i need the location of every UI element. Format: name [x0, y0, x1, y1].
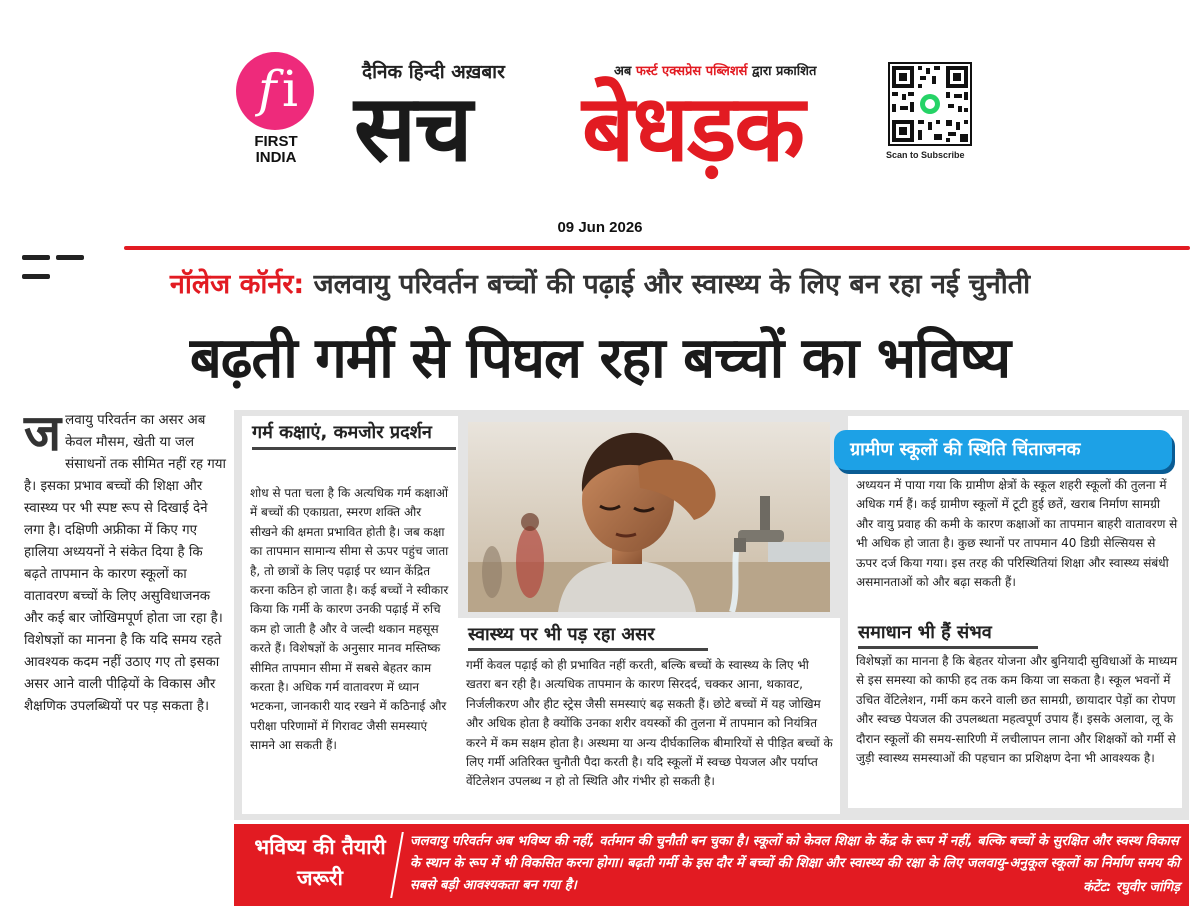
tagline-suffix: द्वारा प्रकाशित [751, 64, 817, 79]
tagline-prefix: अब [614, 64, 632, 79]
solutions-title [858, 620, 992, 646]
intro-column [24, 404, 227, 906]
first-india-logo-icon: f i [236, 52, 314, 130]
classrooms-title-rule [252, 447, 456, 450]
classrooms-title-text: गर्म कक्षाएं, कमजोर प्रदर्शन [252, 422, 432, 443]
rural-title-banner: ग्रामीण स्कूलों की स्थिति चिंताजनक [834, 430, 1172, 470]
kicker-label: नॉलेज कॉर्नर: [169, 269, 305, 300]
health-title-rule [468, 648, 708, 651]
rule-dashes [22, 245, 122, 250]
brand-name-bedhadak: बेधड़क [582, 75, 803, 182]
drop-cap: ज [24, 404, 62, 462]
tagline-publisher: फर्स्ट एक्सप्रेस पब्लिशर्स [635, 64, 748, 79]
conclusion-label: भविष्य की तैयारी जरूरी [254, 835, 386, 890]
conclusion-text: जलवायु परिवर्तन अब भविष्य की नहीं, वर्तमान की चुनौती बन चुका है। स्कूलों को केवल शिक्षा के केंद्र के रूप में नहीं, बल्कि बच्चों के सुरक्षित और स्वस्थ विकास के स्थान के रूप में भी विकसित करना होगा। बढ़ती गर्मी के इस दौर में बच्चों की शिक्षा और स्वास्थ्य की रक्षा के लिए जलवायु-अनुकूल स्कूलों का निर्माण समय की सबसे बड़ी आवश्यकता बन गया है। [410, 834, 1180, 893]
kicker-text: जलवायु परिवर्तन बच्चों की पढ़ाई और स्वास्थ्य के लिए बन रहा नई चुनौती [313, 269, 1031, 300]
health-title [468, 622, 655, 648]
health-body: गर्मी केवल पढ़ाई को ही प्रभावित नहीं करती, बल्कि बच्चों के स्वास्थ्य के लिए भी खतरा बन रही है। अत्यधिक तापमान के कारण सिरदर्द, चक्कर आना, थकावट, निर्जलीकरण और हीट स्ट्रेस जैसी समस्याएं बढ़ सकती हैं। छोटे बच्चों में यह जोखिम और अधिक होता है क्योंकि उनका शरीर वयस्कों की तुलना में तापमान को नियंत्रित करने में कम सक्षम होता है। अस्थमा या अन्य दीर्घकालिक बीमारियों से पीड़ित बच्चों के लिए गर्मी अतिरिक्त चुनौती पैदा करती है। यदि स्कूलों में स्वच्छ पेयजल और पर्याप्त वेंटिलेशन उपलब्ध न हो तो स्थिति और गंभीर हो सकती है। [466, 658, 833, 789]
health-section [458, 618, 840, 814]
main-headline: बढ़ती गर्मी से पिघल रहा बच्चों का भविष्य [189, 326, 1011, 391]
brand-name-sach: सच [354, 75, 471, 182]
child-at-water-tap-photo [468, 422, 830, 612]
classrooms-body: शोध से पता चला है कि अत्यधिक गर्म कक्षाओं में बच्चों की एकाग्रता, स्मरण शक्ति और सीखने की क्षमता प्रभावित होती है। जब कक्षा का तापमान सामान्य सीमा से ऊपर पहुंच जाता है, तो छात्रों के लिए पढ़ाई पर ध्यान केंद्रित करना कठिन हो जाता है। कई बच्चों ने स्वीकार किया कि गर्मी के कारण उनकी पढ़ाई में रुचि कम हो जाती है और वे जल्दी थकान महसूस करते हैं। विशेषज्ञों के अनुसार मानव मस्तिष्क सीमित तापमान सीमा में सबसे बेहतर काम करता है। अधिक गर्म वातावरण में ध्यान भटकना, जानकारी याद रखने में कठिनाई और परीक्षा परिणामों में गिरावट जैसी समस्याएं सामने आ सकती हैं। [250, 486, 449, 753]
solutions-title-rule [858, 646, 1038, 649]
content-credit: कंटेंट: रघुवीर जांगिड़ [1083, 880, 1180, 895]
solutions-title-text: समाधान भी हैं संभव [858, 622, 992, 643]
solutions-body: विशेषज्ञों का मानना है कि बेहतर योजना और बुनियादी सुविधाओं के माध्यम से इस समस्या को काफी हद तक कम किया जा सकता है। स्कूल भवनों में उचित वेंटिलेशन, गर्मी कम करने वाली छत सामग्री, छायादार पेड़ों का रोपण और स्वच्छ पेयजल की उपलब्धता महत्वपूर्ण उपाय हैं। इसके अलावा, लू के दौरान स्कूलों की समय-सारिणी में लचीलापन लाना और शिक्षकों को गर्मी से जुड़ी स्वास्थ्य समस्याओं की पहचान का प्रशिक्षण देना भी आवश्यक है। [856, 654, 1178, 766]
masthead [0, 0, 1200, 240]
classrooms-title [252, 420, 452, 446]
kicker-headline [0, 264, 1200, 301]
qr-code-icon[interactable] [888, 62, 972, 146]
first-india-logo-text: FIRST INDIA [254, 133, 298, 166]
classrooms-section [242, 416, 458, 814]
health-title-text: स्वास्थ्य पर भी पड़ रहा असर [468, 624, 655, 645]
issue-date: 09 Jun 2026 [557, 219, 643, 236]
qr-caption: Scan to Subscribe [886, 150, 965, 160]
rule-red-line [124, 246, 1190, 250]
intro-text: लवायु परिवर्तन का असर अब केवल मौसम, खेती या जल संसाधनों तक सीमित नहीं रह गया है। इसका प्रभाव बच्चों की शिक्षा और स्वास्थ्य पर भी स्पष्ट रूप से दिखाई देने लगा है। दक्षिणी अफ्रीका में किए गए हालिया अध्ययनों ने संकेत दिया है कि बढ़ते तापमान के कारण स्कूलों का वातावरण बच्चों के लिए असुविधाजनक और कई बार जोखिमपूर्ण होता जा रहा है। विशेषज्ञों का मानना है कि यदि समय रहते आवश्यक कदम नहीं उठाए गए तो इसका असर आने वाली पीढ़ियों के विकास और शैक्षणिक उपलब्धियों पर पड़ सकता है। [24, 413, 227, 714]
rural-body: अध्ययन में पाया गया कि ग्रामीण क्षेत्रों के स्कूल शहरी स्कूलों की तुलना में अधिक गर्म हैं। कई ग्रामीण स्कूलों में टूटी हुई छतें, खराब निर्माण सामग्री और वायु प्रवाह की कमी के कारण कक्षाओं का तापमान बाहरी वातावरण से भी अधिक हो जाता है। कुछ स्थानों पर तापमान 40 डिग्री सेल्सियस से ऊपर दर्ज किया गया। इस तरह की परिस्थितियां शिक्षा और स्वास्थ्य संबंधी असमानताओं को और बढ़ा सकती हैं। [856, 478, 1178, 590]
tagline-left: दैनिक हिन्दी अख़बार [362, 61, 505, 83]
